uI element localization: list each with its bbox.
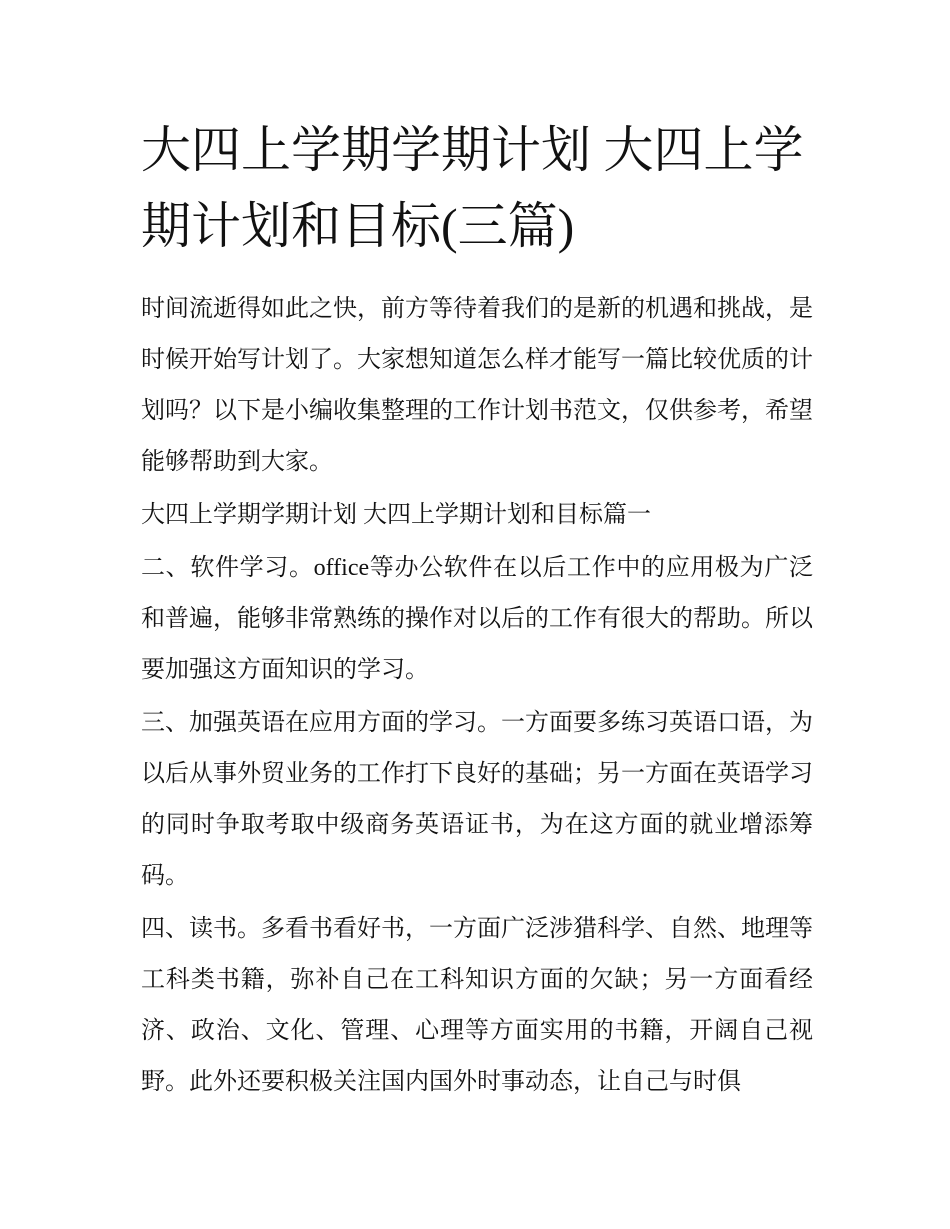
document-page	[141, 112, 813, 1110]
document-title: 大四上学期学期计划 大四上学期计划和目标(三篇)	[141, 122, 804, 254]
section-heading: 大四上学期学期计划 大四上学期计划和目标篇一	[141, 502, 651, 528]
document-body	[141, 284, 813, 1108]
paragraph-english: 三、加强英语在应用方面的学习。一方面要多练习英语口语，为以后从事外贸业务的工作打下良好的基础；另一方面在英语学习的同时争取考取中级商务英语证书，为在这方面的就业增添筹码。	[141, 710, 813, 889]
paragraph-software: 二、软件学习。office等办公软件在以后工作中的应用极为广泛和普遍，能够非常熟练的操作对以后的工作有很大的帮助。所以要加强这方面知识的学习。	[141, 555, 813, 683]
paragraph-reading: 四、读书。多看书看好书，一方面广泛涉猎科学、自然、地理等工科类书籍，弥补自己在工科知识方面的欠缺；另一方面看经济、政治、文化、管理、心理等方面实用的书籍，开阔自己视野。此外还要积极关注国内国外时事动态，让自己与时俱	[141, 916, 813, 1095]
intro-paragraph: 时间流逝得如此之快，前方等待着我们的是新的机遇和挑战，是时候开始写计划了。大家想知道怎么样才能写一篇比较优质的计划吗？以下是小编收集整理的工作计划书范文，仅供参考，希望能够帮助到大家。	[141, 296, 813, 475]
